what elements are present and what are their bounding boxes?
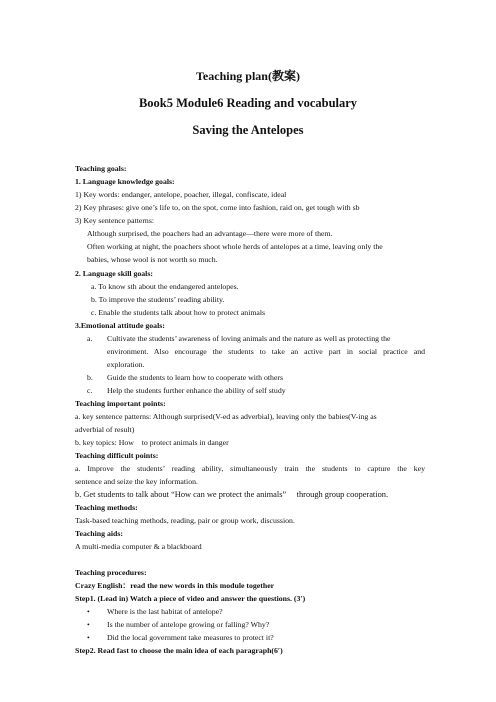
crazy-english-line: Crazy English：read the new words in this module together: [75, 581, 275, 590]
key-words: 1) Key words: endanger, antelope, poacher, illegal, confiscate, ideal: [75, 190, 287, 199]
aids-text: A multi-media computer & a blackboard: [75, 542, 202, 551]
difficult-point-a-line1: a. Improve the students’ reading ability, simultaneously train the students to capture the key: [75, 464, 425, 473]
pattern-sentence-2a: Often working at night, the poachers shoot whole herds of antelopes at a time, leaving only the: [87, 242, 383, 251]
important-point-a-line2: adverbial of result): [75, 425, 135, 434]
key-phrases: 2) Key phrases: give one’s life to, on the spot, come into fashion, raid on, get tough with sb: [75, 203, 360, 212]
lesson-title: Saving the Antelopes: [192, 123, 304, 137]
bullet-icon: •: [87, 620, 90, 629]
bullet-icon: •: [87, 633, 90, 642]
emotional-goal-b-label: b.: [87, 373, 93, 382]
methods-heading: Teaching methods:: [75, 503, 138, 512]
difficult-point-a-line2: sentence and seize the key information.: [75, 477, 198, 486]
aids-heading: Teaching aids:: [75, 529, 124, 538]
emotional-goal-a-line3: exploration.: [107, 360, 145, 369]
emotional-goals-heading: 3.Emotional attitude goals:: [75, 321, 165, 330]
pattern-sentence-2b: babies, whose wool is not worth so much.: [87, 255, 218, 264]
document-subtitle: Book5 Module6 Reading and vocabulary: [138, 96, 358, 110]
emotional-goal-c: Help the students further enhance the ability of self study: [107, 386, 286, 395]
bullet-icon: •: [87, 607, 90, 616]
document-title: Teaching plan(教案): [196, 69, 300, 83]
methods-text: Task-based teaching methods, reading, pair or group work, discussion.: [75, 516, 295, 525]
emotional-goal-b: Guide the students to learn how to cooperate with others: [107, 373, 284, 382]
question-3: Did the local government take measures to protect it?: [107, 633, 274, 642]
key-patterns-label: 3) Key sentence patterns:: [75, 216, 155, 225]
difficult-points-heading: Teaching difficult points:: [75, 451, 159, 460]
goals-heading: Teaching goals:: [75, 164, 127, 173]
difficult-point-b: b. Get students to talk about “How can we protect the animals” through group cooperation.: [75, 490, 389, 499]
emotional-goal-c-label: c.: [87, 386, 93, 395]
important-points-heading: Teaching important points:: [75, 399, 166, 408]
question-1: Where is the last habitat of antelope?: [107, 607, 223, 616]
important-point-a-line1: a. key sentence patterns: Although surprised(V-ed as adverbial), leaving only the babies(V-ing as: [75, 412, 377, 421]
emotional-goal-a-label: a.: [87, 334, 93, 343]
step2-line: Step2. Read fast to choose the main idea of each paragraph(6′): [75, 646, 283, 655]
emotional-goal-a-line1: Cultivate the students’ awareness of loving animals and the nature as well as protecting the: [107, 334, 391, 343]
important-point-b: b. key topics: How to protect animals in danger: [75, 438, 229, 447]
skill-goal-c: c. Enable the students talk about how to protect animals: [91, 308, 266, 317]
language-skill-heading: 2. Language skill goals:: [75, 269, 153, 278]
question-2: Is the number of antelope growing or falling? Why?: [107, 620, 270, 629]
skill-goal-b: b. To improve the students’ reading ability.: [91, 295, 225, 304]
language-knowledge-heading: 1. Language knowledge goals:: [75, 177, 175, 186]
step1-line: Step1. (Lead in) Watch a piece of video and answer the questions. (3′): [75, 594, 306, 603]
procedures-heading: Teaching procedures:: [75, 568, 147, 577]
emotional-goal-a-line2: environment. Also encourage the students to take an active part in social practice and: [107, 347, 425, 356]
pattern-sentence-1: Although surprised, the poachers had an advantage—there were more of them.: [87, 229, 333, 238]
skill-goal-a: a. To know sth about the endangered antelopes.: [91, 282, 239, 291]
